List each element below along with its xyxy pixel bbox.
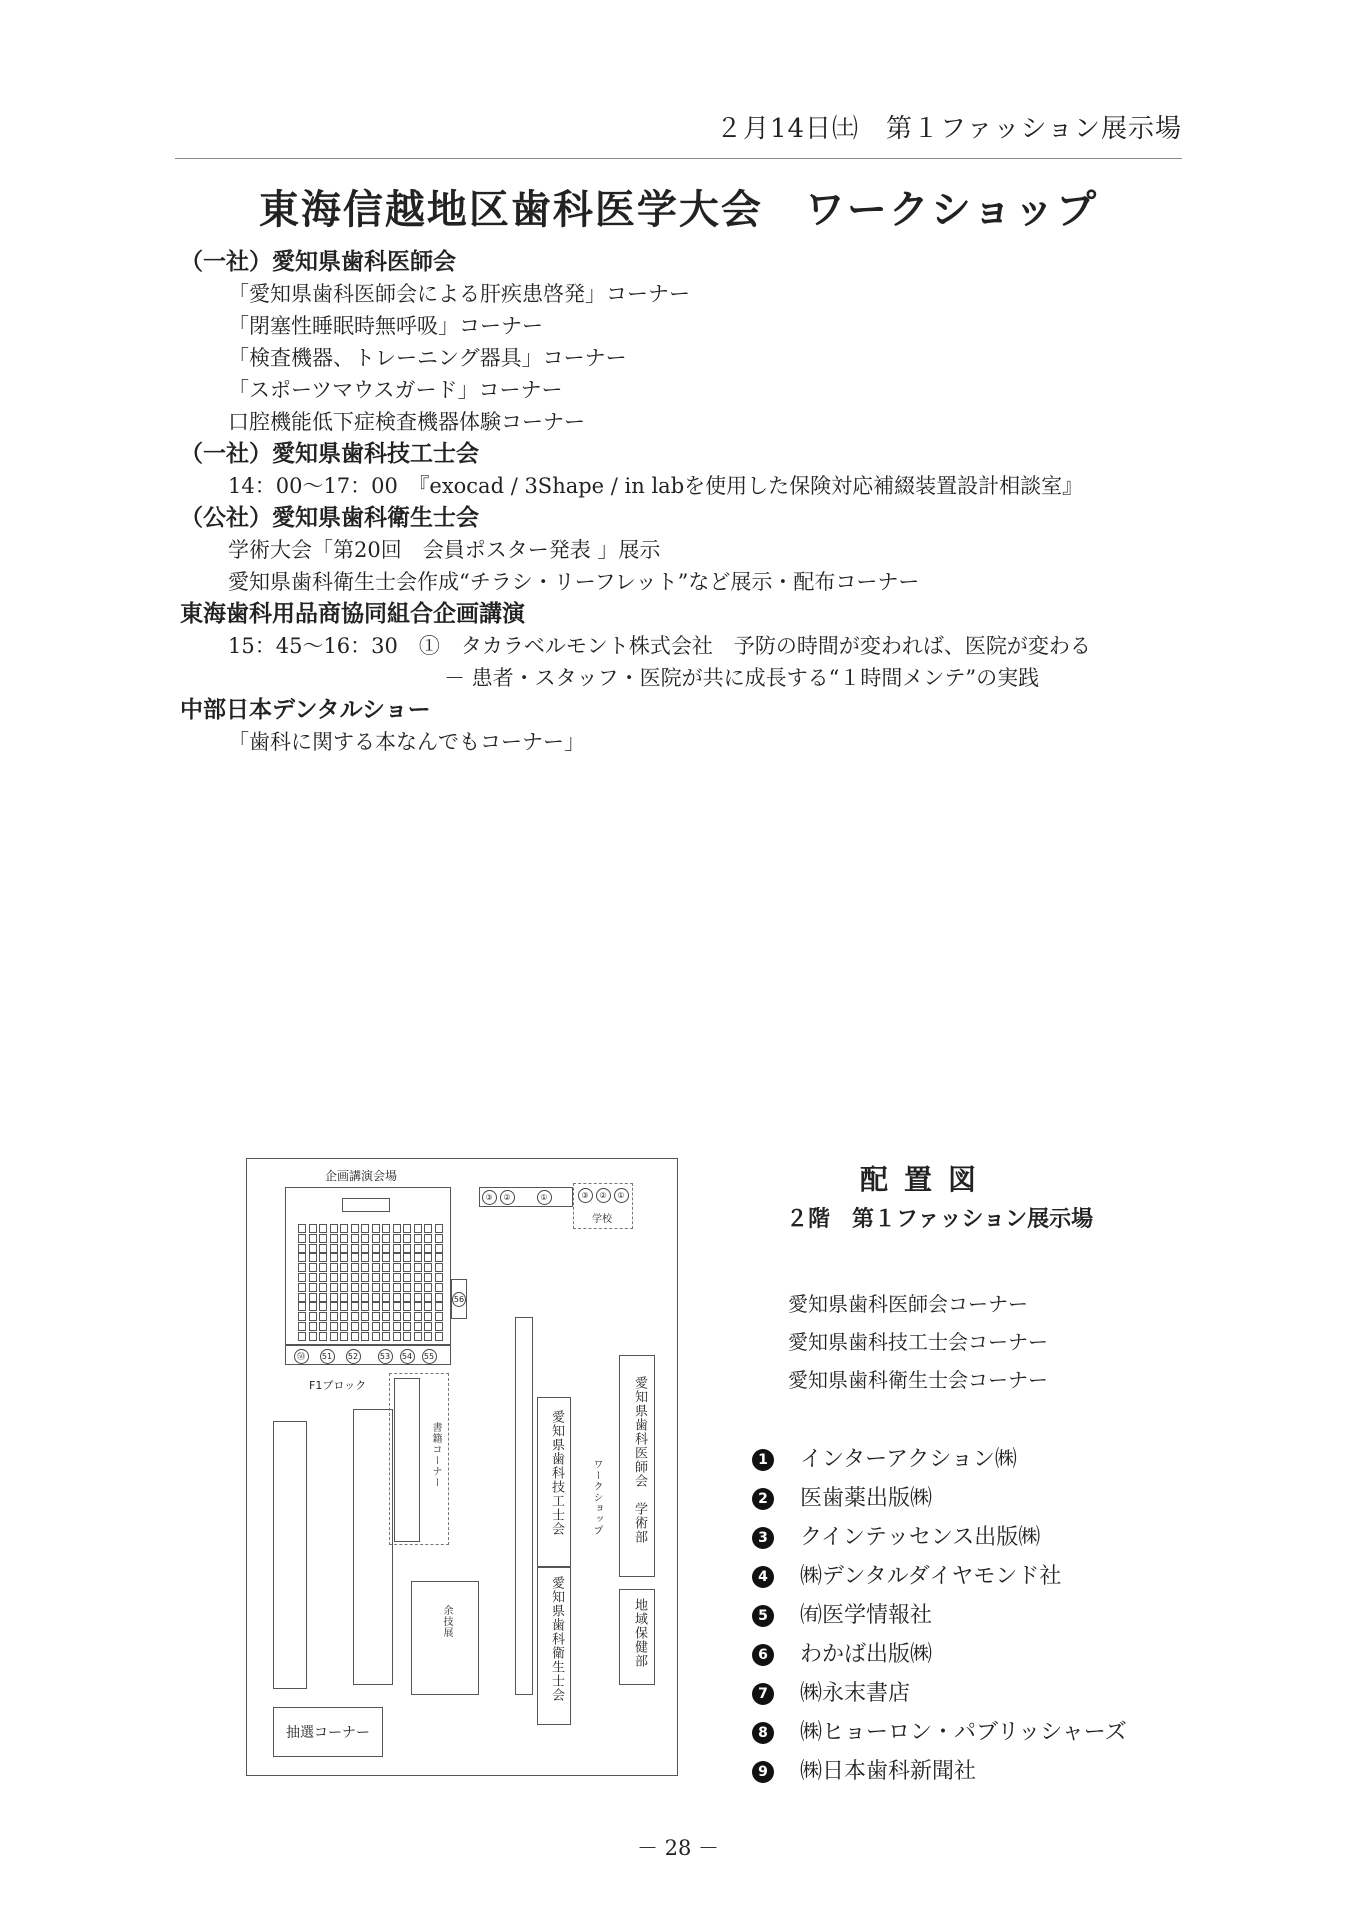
seat — [330, 1263, 338, 1272]
seat — [382, 1312, 390, 1321]
seat — [340, 1224, 348, 1233]
seat — [435, 1263, 443, 1272]
org-hygienist-association: （公社）愛知県歯科衛生士会 — [180, 505, 479, 531]
seat — [414, 1322, 422, 1331]
seat — [351, 1332, 359, 1341]
seat — [424, 1263, 432, 1272]
seat — [393, 1283, 401, 1292]
list-item: 「閉塞性睡眠時無呼吸」コーナー — [228, 314, 543, 338]
seat — [340, 1312, 348, 1321]
seat — [382, 1293, 390, 1302]
seat — [340, 1283, 348, 1292]
seat — [424, 1273, 432, 1282]
seat — [393, 1263, 401, 1272]
list-item: 愛知県歯科医師会コーナー — [788, 1292, 1028, 1316]
seat — [382, 1244, 390, 1253]
seat — [330, 1244, 338, 1253]
seat — [403, 1244, 411, 1253]
list-item: 1 インターアクション㈱ — [752, 1440, 1127, 1479]
list-item: 14：00～17：00 『exocad / 3Shape / in labを使用した保険対応補綴装置設計相談室』 — [228, 474, 1084, 498]
seat — [361, 1322, 369, 1331]
seat — [382, 1273, 390, 1282]
regional-health-area: 地域保健部 — [619, 1589, 655, 1685]
floor-map — [246, 1158, 678, 1776]
seat — [309, 1234, 317, 1243]
page-number: － 28 － — [636, 1836, 720, 1860]
seat — [435, 1244, 443, 1253]
list-item: 口腔機能低下症検査機器体験コーナー — [228, 410, 585, 434]
seat — [340, 1273, 348, 1282]
seat — [435, 1224, 443, 1233]
seat — [330, 1302, 338, 1311]
seat — [340, 1234, 348, 1243]
seat — [361, 1332, 369, 1341]
seat — [330, 1312, 338, 1321]
seat — [414, 1253, 422, 1262]
seat — [309, 1293, 317, 1302]
seat — [351, 1312, 359, 1321]
seat — [319, 1283, 327, 1292]
seat — [424, 1244, 432, 1253]
seat — [372, 1283, 380, 1292]
seat — [298, 1244, 306, 1253]
legend-subtitle: ２階 第１ファッション展示場 — [786, 1207, 1094, 1232]
dentist-academic-area: 愛知県歯科医師会 学術部 — [619, 1355, 655, 1577]
seat — [319, 1302, 327, 1311]
seat — [414, 1234, 422, 1243]
list-item: 6 わかば出版㈱ — [752, 1635, 1127, 1674]
seat — [372, 1293, 380, 1302]
seat — [424, 1234, 432, 1243]
seat — [330, 1322, 338, 1331]
seat — [372, 1263, 380, 1272]
seat — [393, 1234, 401, 1243]
seat — [372, 1253, 380, 1262]
seat — [382, 1224, 390, 1233]
seat — [414, 1283, 422, 1292]
association-legend — [788, 1285, 1048, 1399]
seat — [403, 1224, 411, 1233]
seat — [361, 1302, 369, 1311]
list-item: － 患者・スタッフ・医院が共に成長する“１時間メンテ”の実践 — [444, 666, 1040, 690]
org-dealers-union: 東海歯科用品商協同組合企画講演 — [180, 601, 525, 627]
list-item: 学術大会「第20回 会員ポスター発表 」展示 — [228, 538, 661, 562]
seat — [414, 1332, 422, 1341]
seat — [298, 1283, 306, 1292]
seat — [340, 1332, 348, 1341]
list-item: 愛知県歯科技工士会コーナー — [788, 1330, 1048, 1354]
list-item: 5 ㈲医学情報社 — [752, 1596, 1127, 1635]
seat — [340, 1263, 348, 1272]
seat — [351, 1253, 359, 1262]
seat — [351, 1293, 359, 1302]
seat — [309, 1224, 317, 1233]
seat — [351, 1224, 359, 1233]
booth-col-18-35 — [353, 1409, 393, 1685]
seat — [382, 1263, 390, 1272]
school-area: ③ ② ① 学校 — [573, 1183, 633, 1229]
seat — [351, 1283, 359, 1292]
seat — [361, 1224, 369, 1233]
page-header: ２月14日㈯ 第１ファッション展示場 — [715, 114, 1182, 144]
seat — [372, 1312, 380, 1321]
extra-exhibit-label: 余技展 — [441, 1605, 452, 1638]
seat — [372, 1322, 380, 1331]
list-item: 9 ㈱日本歯科新聞社 — [752, 1752, 1127, 1791]
page-title: 東海信越地区歯科医学大会 ワークショップ — [258, 187, 1099, 233]
extra-exhibit — [411, 1581, 479, 1695]
seat — [372, 1273, 380, 1282]
seat — [309, 1244, 317, 1253]
seat — [330, 1253, 338, 1262]
seat — [403, 1312, 411, 1321]
header-rule — [175, 158, 1182, 159]
book-corner-area — [389, 1373, 449, 1545]
booth-col-4-17 — [515, 1317, 533, 1695]
event-list — [180, 246, 1180, 758]
seat — [435, 1332, 443, 1341]
seat — [435, 1322, 443, 1331]
seat — [319, 1312, 327, 1321]
seat — [414, 1273, 422, 1282]
seat — [319, 1293, 327, 1302]
seat — [298, 1273, 306, 1282]
seat — [403, 1332, 411, 1341]
seat — [330, 1332, 338, 1341]
seat — [298, 1293, 306, 1302]
seat — [393, 1332, 401, 1341]
seat — [319, 1332, 327, 1341]
seat — [361, 1253, 369, 1262]
seat — [309, 1302, 317, 1311]
seat — [309, 1312, 317, 1321]
seat — [340, 1322, 348, 1331]
seat — [435, 1273, 443, 1282]
seat — [403, 1263, 411, 1272]
seat — [298, 1332, 306, 1341]
seat — [361, 1293, 369, 1302]
seat — [319, 1234, 327, 1243]
seat — [393, 1322, 401, 1331]
publisher-legend — [752, 1440, 1127, 1791]
book-corner-label: 書籍コーナー — [430, 1422, 441, 1488]
seat — [403, 1253, 411, 1262]
seat — [309, 1263, 317, 1272]
seat — [361, 1244, 369, 1253]
seat — [330, 1283, 338, 1292]
seat — [309, 1283, 317, 1292]
seat — [298, 1263, 306, 1272]
list-item: 「検査機器、トレーニング器具」コーナー — [228, 346, 627, 370]
publisher-booths — [394, 1378, 420, 1542]
seat — [298, 1224, 306, 1233]
seat — [424, 1322, 432, 1331]
legend-title: 配置図 — [860, 1163, 993, 1196]
org-dental-show: 中部日本デンタルショー — [180, 697, 431, 723]
seat — [393, 1302, 401, 1311]
seat — [351, 1273, 359, 1282]
seat — [319, 1263, 327, 1272]
seat — [330, 1234, 338, 1243]
seat — [414, 1312, 422, 1321]
seat — [393, 1293, 401, 1302]
hygienist-area: 愛知県歯科衛生士会 — [537, 1567, 571, 1725]
seat — [351, 1302, 359, 1311]
f1-block-label: F1ブロック — [309, 1379, 367, 1392]
list-item: 15：45～16：30 ① タカラベルモント株式会社 予防の時間が変われば、医院が変わる — [228, 634, 1091, 658]
seat — [298, 1302, 306, 1311]
seat — [435, 1283, 443, 1292]
seat — [424, 1253, 432, 1262]
seat — [351, 1263, 359, 1272]
booth-row-50-55: ㊿ 51 52 53 54 55 — [285, 1345, 451, 1365]
lottery-corner: 抽選コーナー — [273, 1707, 383, 1757]
seat — [414, 1244, 422, 1253]
seat — [403, 1283, 411, 1292]
seat — [340, 1293, 348, 1302]
list-item: 4 ㈱デンタルダイヤモンド社 — [752, 1557, 1127, 1596]
seat — [298, 1312, 306, 1321]
list-item: 2 医歯薬出版㈱ — [752, 1479, 1127, 1518]
seat — [382, 1234, 390, 1243]
list-item: 愛知県歯科衛生士会コーナー — [788, 1368, 1048, 1392]
seat — [351, 1322, 359, 1331]
seat — [424, 1332, 432, 1341]
seat — [403, 1273, 411, 1282]
seat — [393, 1244, 401, 1253]
seat — [340, 1244, 348, 1253]
seat — [403, 1322, 411, 1331]
booth-row-top-left: ③ ② ① — [479, 1187, 573, 1207]
seat — [340, 1302, 348, 1311]
seat — [414, 1224, 422, 1233]
list-item: 3 クインテッセンス出版㈱ — [752, 1518, 1127, 1557]
seat — [309, 1253, 317, 1262]
seat — [393, 1253, 401, 1262]
seat — [403, 1234, 411, 1243]
technician-area: 愛知県歯科技工士会 — [537, 1397, 571, 1567]
seat — [372, 1302, 380, 1311]
seat — [382, 1283, 390, 1292]
seat — [372, 1332, 380, 1341]
seat — [403, 1302, 411, 1311]
seat — [382, 1253, 390, 1262]
seat — [424, 1312, 432, 1321]
seat — [330, 1224, 338, 1233]
list-item: 「歯科に関する本なんでもコーナー」 — [228, 730, 585, 754]
seat — [361, 1263, 369, 1272]
booth-col-43-49 — [273, 1421, 307, 1689]
seat — [361, 1312, 369, 1321]
seat — [372, 1234, 380, 1243]
seat — [361, 1234, 369, 1243]
lecture-hall — [285, 1187, 451, 1345]
list-item: 7 ㈱永末書店 — [752, 1674, 1127, 1713]
seat — [319, 1244, 327, 1253]
seat — [319, 1253, 327, 1262]
seat — [382, 1322, 390, 1331]
list-item: 8 ㈱ヒョーロン・パブリッシャーズ — [752, 1713, 1127, 1752]
seat — [330, 1293, 338, 1302]
lecture-hall-label: 企画講演会場 — [325, 1169, 398, 1183]
seat — [319, 1273, 327, 1282]
seat — [298, 1234, 306, 1243]
seat — [372, 1244, 380, 1253]
seat — [361, 1273, 369, 1282]
seat — [382, 1302, 390, 1311]
seat — [435, 1253, 443, 1262]
stage — [342, 1198, 390, 1212]
seat — [393, 1312, 401, 1321]
seat — [351, 1234, 359, 1243]
seat — [424, 1302, 432, 1311]
seat — [414, 1302, 422, 1311]
seat — [319, 1224, 327, 1233]
seat — [309, 1273, 317, 1282]
seat — [414, 1293, 422, 1302]
seat — [309, 1322, 317, 1331]
seat — [435, 1312, 443, 1321]
seat — [403, 1293, 411, 1302]
seat — [424, 1293, 432, 1302]
list-item: 愛知県歯科衛生士会作成“チラシ・リーフレット”など展示・配布コーナー — [228, 570, 920, 594]
seat — [414, 1263, 422, 1272]
seat — [424, 1283, 432, 1292]
seat — [393, 1273, 401, 1282]
list-item: 「スポーツマウスガード」コーナー — [228, 378, 563, 402]
seat — [382, 1332, 390, 1341]
seat — [319, 1322, 327, 1331]
booth-56: 56 — [451, 1279, 467, 1319]
org-dental-association: （一社）愛知県歯科医師会 — [180, 249, 456, 275]
seat — [309, 1332, 317, 1341]
seat — [393, 1224, 401, 1233]
seat — [298, 1322, 306, 1331]
seat — [424, 1224, 432, 1233]
workshop-label: ワークショップ — [591, 1459, 602, 1536]
seat — [361, 1283, 369, 1292]
list-item: 「愛知県歯科医師会による肝疾患啓発」コーナー — [228, 282, 690, 306]
org-technician-association: （一社）愛知県歯科技工士会 — [180, 441, 479, 467]
seat — [298, 1253, 306, 1262]
seat — [340, 1253, 348, 1262]
seat — [435, 1234, 443, 1243]
seat — [351, 1244, 359, 1253]
seat — [372, 1224, 380, 1233]
seat — [435, 1293, 443, 1302]
seat — [435, 1302, 443, 1311]
seat — [330, 1273, 338, 1282]
